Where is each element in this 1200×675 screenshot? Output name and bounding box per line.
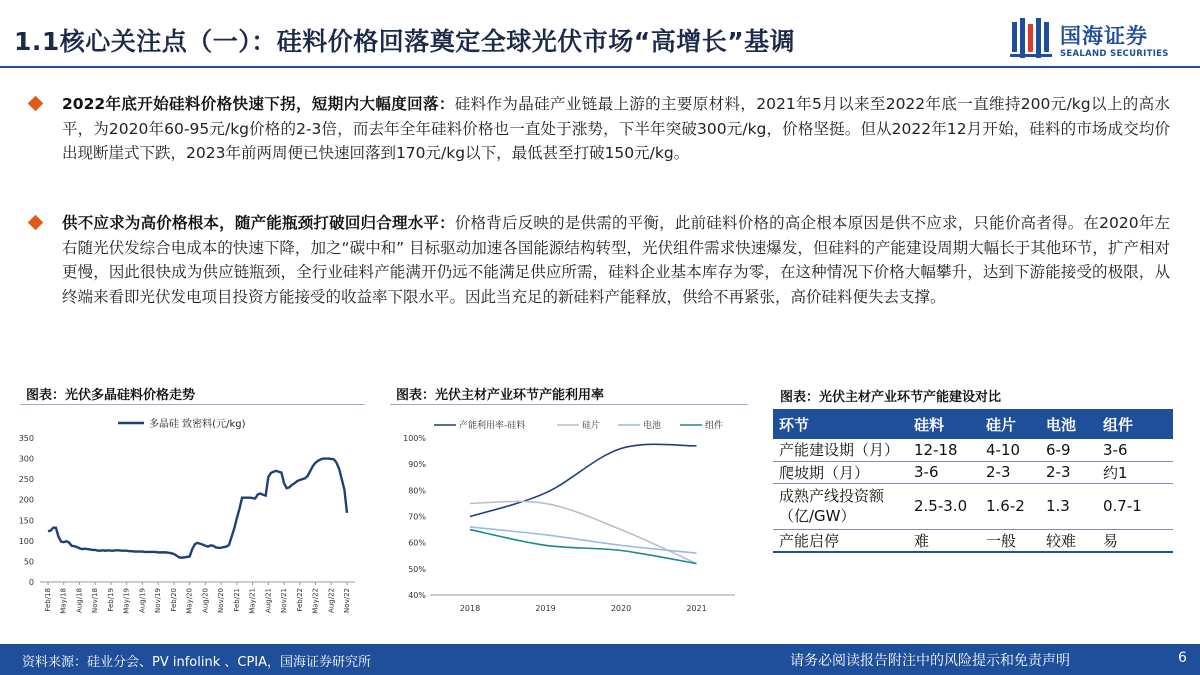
table-cell: 2.5-3.0	[908, 483, 980, 529]
capacity-table	[773, 409, 1173, 553]
table-cell: 2-3	[980, 461, 1040, 483]
disclaimer: 请务必阅读报告附注中的风险提示和免责声明	[790, 653, 1070, 669]
logo-text-en: SEALAND SECURITIES	[1060, 49, 1169, 59]
diamond-bullet-icon	[28, 96, 44, 112]
x-tick-label: May/19	[122, 588, 131, 614]
x-tick-label: Aug/18	[75, 588, 84, 613]
table-cell: 难	[908, 529, 980, 552]
x-tick-label: 2018	[459, 604, 481, 613]
price-series-line	[48, 459, 347, 558]
table-cell: 成熟产线投资额（亿/GW）	[773, 483, 908, 529]
x-tick-label: 2020	[610, 604, 632, 613]
y-tick-label: 40%	[408, 591, 426, 600]
x-tick-label: Nov/21	[280, 588, 289, 613]
y-tick-label: 100	[18, 536, 34, 546]
series-line-2	[470, 501, 697, 563]
table-cell: 产能启停	[773, 529, 908, 552]
legend-label: 组件	[705, 421, 724, 431]
table-cell: 爬坡期（月）	[773, 461, 908, 483]
series-line-3	[470, 527, 697, 553]
bullet-1-lead: 2022年底开始硅料价格快速下拐，短期内大幅度回落：	[62, 95, 455, 113]
x-tick-label: Feb/22	[295, 588, 304, 612]
bullet-2-lead: 供不应求为高价格根本，随产能瓶颈打破回归合理水平：	[62, 214, 455, 232]
table-header-cell: 电池	[1040, 409, 1097, 439]
x-tick-label: 2019	[535, 604, 556, 613]
logo-mark-icon	[1010, 18, 1052, 58]
x-tick-label: Feb/19	[106, 588, 115, 612]
table-row	[773, 529, 1173, 552]
x-tick-label: May/21	[248, 588, 257, 614]
table-cell: 3-6	[1097, 439, 1173, 461]
table-cell: 较难	[1040, 529, 1097, 552]
utilization-chart	[390, 410, 750, 620]
table-header-cell: 硅片	[980, 409, 1040, 439]
bullet-2-text	[62, 211, 1170, 309]
table-header-cell: 环节	[773, 409, 908, 439]
table-cell: 6-9	[1040, 439, 1097, 461]
legend-label: 电池	[643, 421, 662, 431]
table-row	[773, 439, 1173, 461]
figure-rule	[20, 404, 365, 405]
table-header-row	[773, 409, 1173, 439]
table-row	[773, 461, 1173, 483]
bullet-1	[30, 92, 1170, 166]
y-tick-label: 0	[28, 578, 34, 587]
x-tick-label: Nov/18	[91, 588, 100, 613]
x-tick-label: May/22	[311, 588, 320, 614]
source-note: 资料来源：硅业分会、PV infolink 、CPIA，国海证券研究所	[22, 655, 372, 670]
table-cell: 一般	[980, 529, 1040, 552]
page-header	[0, 0, 1200, 70]
table-cell: 1.3	[1040, 483, 1097, 529]
table-cell: 易	[1097, 529, 1173, 552]
table-cell: 产能建设期（月）	[773, 439, 908, 461]
table-cell: 4-10	[980, 439, 1040, 461]
legend-label: 产能利用率-硅料	[459, 421, 526, 431]
y-tick-label: 50%	[408, 564, 426, 574]
page-number: 6	[1178, 650, 1187, 666]
table-cell: 1.6-2	[980, 483, 1040, 529]
series-line-4	[470, 530, 697, 564]
table-cell: 3-6	[908, 461, 980, 483]
title-rule	[0, 66, 1200, 68]
x-tick-label: Nov/22	[343, 588, 351, 613]
x-tick-label: May/18	[59, 588, 68, 614]
table-cell: 约1	[1097, 461, 1173, 483]
x-tick-label: Aug/20	[201, 588, 210, 613]
page-footer	[0, 644, 1200, 675]
table-cell: 2-3	[1040, 461, 1097, 483]
y-tick-label: 50	[23, 557, 34, 567]
logo-text-cn: 国海证券	[1060, 24, 1148, 48]
figure-label-capacity: 图表：光伏主材产业环节产能建设对比	[780, 390, 1002, 405]
x-tick-label: Aug/22	[327, 588, 336, 613]
x-tick-label: Feb/21	[232, 588, 241, 612]
y-tick-label: 150	[18, 516, 34, 526]
table-row	[773, 483, 1173, 529]
y-tick-label: 200	[18, 495, 34, 505]
x-tick-label: Feb/18	[44, 588, 52, 612]
y-tick-label: 350	[18, 434, 34, 443]
x-tick-label: Nov/20	[217, 588, 226, 613]
series-line-1	[470, 444, 697, 516]
diamond-bullet-icon	[28, 215, 44, 231]
x-tick-label: 2021	[686, 604, 707, 613]
y-tick-label: 90%	[408, 460, 426, 470]
figure-label-utilization: 图表：光伏主材产业环节产能利用率	[396, 388, 605, 403]
price-chart	[10, 410, 360, 642]
y-tick-label: 300	[18, 454, 34, 464]
table-header-cell: 组件	[1097, 409, 1173, 439]
bullet-2-body: 价格背后反映的是供需的平衡，此前硅料价格的高企根本原因是供不应求，只能价高者得。在2020年左右随光伏发综合电成本的快速下降，加之“碳中和” 目标驱动加速各国能源结构转型，光伏组件需求快速爆发，但硅料的产能建设周期大幅长于其他环节，扩产相对更慢，因此很快成为供应链瓶颈，全行业硅料产能满开仍远不能满足供应所需，硅料企业基本库存为零，在这种情况下价格大幅攀升，达到下游能接受的极限，从终端来看即光伏发电项目投资方能接受的收益率下限水平。因此当充足的新硅料产能释放，供给不再紧张，高价硅料便失去支撑。	[62, 214, 1170, 306]
x-tick-label: Feb/20	[169, 588, 178, 612]
x-tick-label: Aug/19	[138, 588, 147, 613]
figure-rule	[390, 404, 748, 405]
x-tick-label: Nov/19	[154, 588, 163, 613]
table-cell: 12-18	[908, 439, 980, 461]
table-header-cell: 硅料	[908, 409, 980, 439]
table-cell: 0.7-1	[1097, 483, 1173, 529]
logo	[1010, 16, 1190, 62]
y-tick-label: 250	[18, 475, 34, 485]
x-tick-label: May/20	[185, 588, 194, 614]
y-tick-label: 60%	[408, 538, 426, 548]
bullet-2	[30, 211, 1170, 309]
legend-label: 硅片	[582, 421, 601, 431]
bullet-1-text	[62, 92, 1170, 166]
x-tick-label: Aug/21	[264, 588, 273, 613]
figure-label-price: 图表：光伏多晶硅料价格走势	[26, 388, 196, 403]
y-tick-label: 70%	[408, 512, 426, 522]
bullet-1-body: 硅料作为晶硅产业链最上游的主要原材料，2021年5月以来至2022年底一直维持200元/kg以上的高水平，为2020年60-95元/kg价格的2-3倍，而去年全年硅料价格也一直处于涨势，下半年突破300元/kg，价格坚挺。但从2022年12月开始，硅料的市场成交均价出现断崖式下跌，2023年前两周便已快速回落到170元/kg以下，最低甚至打破150元/kg。	[62, 95, 1170, 162]
page-title: 1.1核心关注点（一）：硅料价格回落奠定全球光伏市场“高增长”基调	[14, 27, 796, 56]
y-tick-label: 80%	[408, 486, 426, 496]
y-tick-label: 100%	[403, 434, 426, 443]
legend-label: 多晶硅 致密料(元/kg)	[149, 419, 246, 430]
